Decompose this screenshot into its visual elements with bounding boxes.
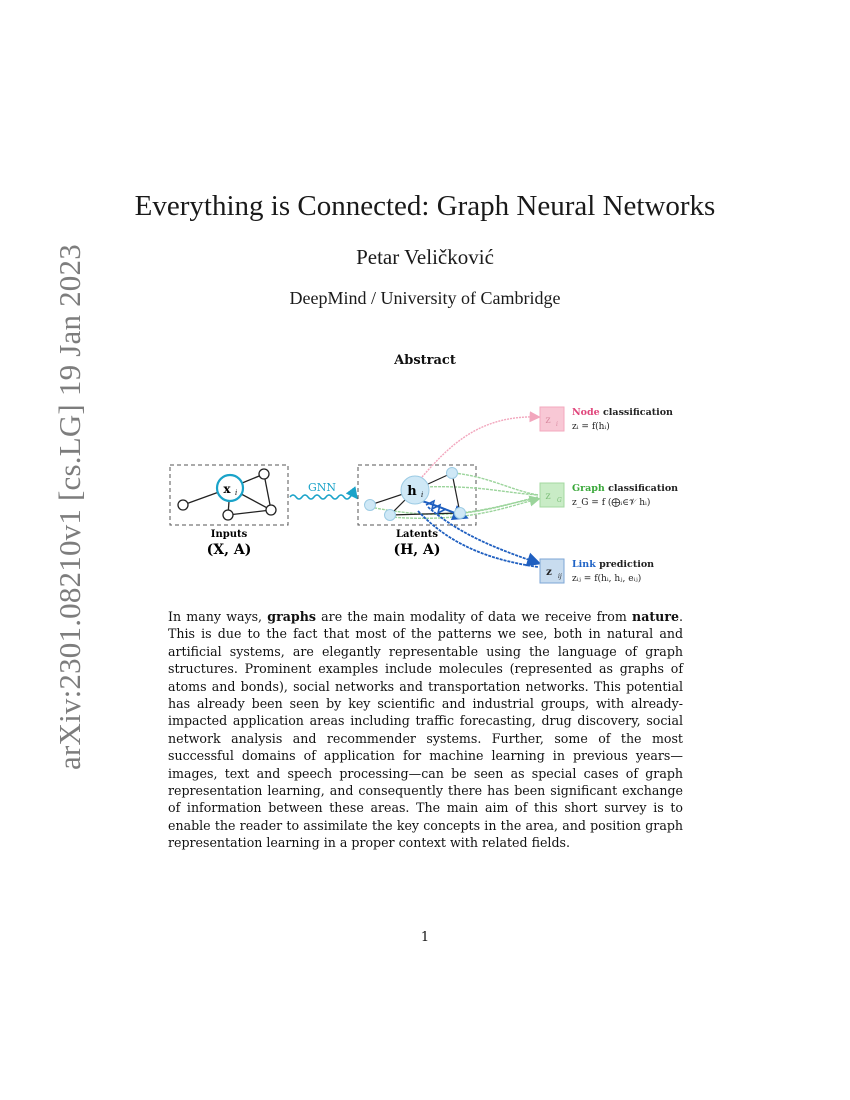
graph-task-word: Graph (572, 483, 605, 494)
gnn-arrow (290, 495, 356, 499)
svg-text:Node classification (572, 407, 673, 418)
abstract-run: In many ways, (168, 609, 268, 624)
input-node-sub: i (235, 489, 238, 497)
abstract-paragraph (168, 608, 683, 852)
inputs-graph (170, 465, 288, 525)
link-box-sub: ij (558, 573, 562, 580)
link-task-rest: prediction (595, 559, 655, 570)
latents-graph (358, 417, 538, 567)
svg-text:Graph classification (572, 483, 678, 494)
latents-label: Latents (395, 529, 439, 540)
abstract-bold-graphs: graphs (267, 609, 316, 624)
link-prediction (540, 559, 654, 584)
link-box-label: z (546, 567, 552, 578)
paper-title: Everything is Connected: Graph Neural Networks (134, 190, 716, 222)
graph-box-label: z (545, 491, 551, 502)
node-classification (540, 407, 673, 432)
node-task-word: Node (572, 407, 600, 418)
input-node-label: x (223, 482, 231, 496)
arxiv-identifier: arXiv:2301.08210v1 [cs.LG] 19 Jan 2023 (52, 244, 87, 770)
graph-box-sub: G (557, 497, 562, 504)
author: Petar Veličković (356, 245, 494, 269)
latents-math: (H, A) (393, 542, 441, 558)
page-number: 1 (420, 930, 430, 945)
inputs-label: Inputs (210, 529, 248, 540)
latent-node-label: h (407, 484, 417, 499)
affiliation: DeepMind / University of Cambridge (289, 288, 561, 308)
node-formula: zᵢ = f(hᵢ) (572, 422, 610, 432)
abstract-body (168, 608, 683, 852)
graph-formula: z_G = f (⨁ᵢ∈𝒱 hᵢ) (572, 498, 651, 508)
abstract-run: are the main modality of data we receive from (315, 609, 633, 624)
abstract-heading: Abstract (394, 353, 456, 368)
abstract-bold-nature: nature (632, 609, 679, 624)
node-box-label: z (545, 415, 551, 426)
latent-node-sub: i (421, 491, 424, 499)
graph-classification (540, 483, 678, 508)
inputs-math: (X, A) (206, 542, 252, 558)
abstract-run: . This is due to the fact that most of the patterns we see, both in natural and artificial systems, are elegantly representable using the language of graph structures. Prominent examples include molecules (represented as graphs of atoms and bonds), social networks and transportation networks. This potential has already been seen by key scientific and industrial groups, with already-impacted application areas including traffic forecasting, drug discovery, social network analysis and recommender systems. Further, some of the most successful domains of application for machine learning in previous years—images, text and speech processing—can be seen as special cases of graph representation learning, and consequently there has been significant exchange of information between these areas. The main aim of this short survey is to enable the reader to assimilate the key concepts in the area, and position graph representation learning in a proper context with related fields. (168, 609, 684, 851)
gnn-label: GNN (307, 481, 337, 494)
link-formula: zᵢⱼ = f(hᵢ, hⱼ, eᵢⱼ) (572, 574, 642, 584)
graph-task-rest: classification (604, 483, 679, 494)
link-task-word: Link (572, 559, 596, 570)
node-task-rest: classification (599, 407, 673, 418)
node-box-sub: i (556, 421, 558, 428)
arxiv-sidebar (2, 244, 87, 770)
abstract-figure (160, 395, 700, 595)
svg-text:Link prediction (572, 559, 654, 570)
